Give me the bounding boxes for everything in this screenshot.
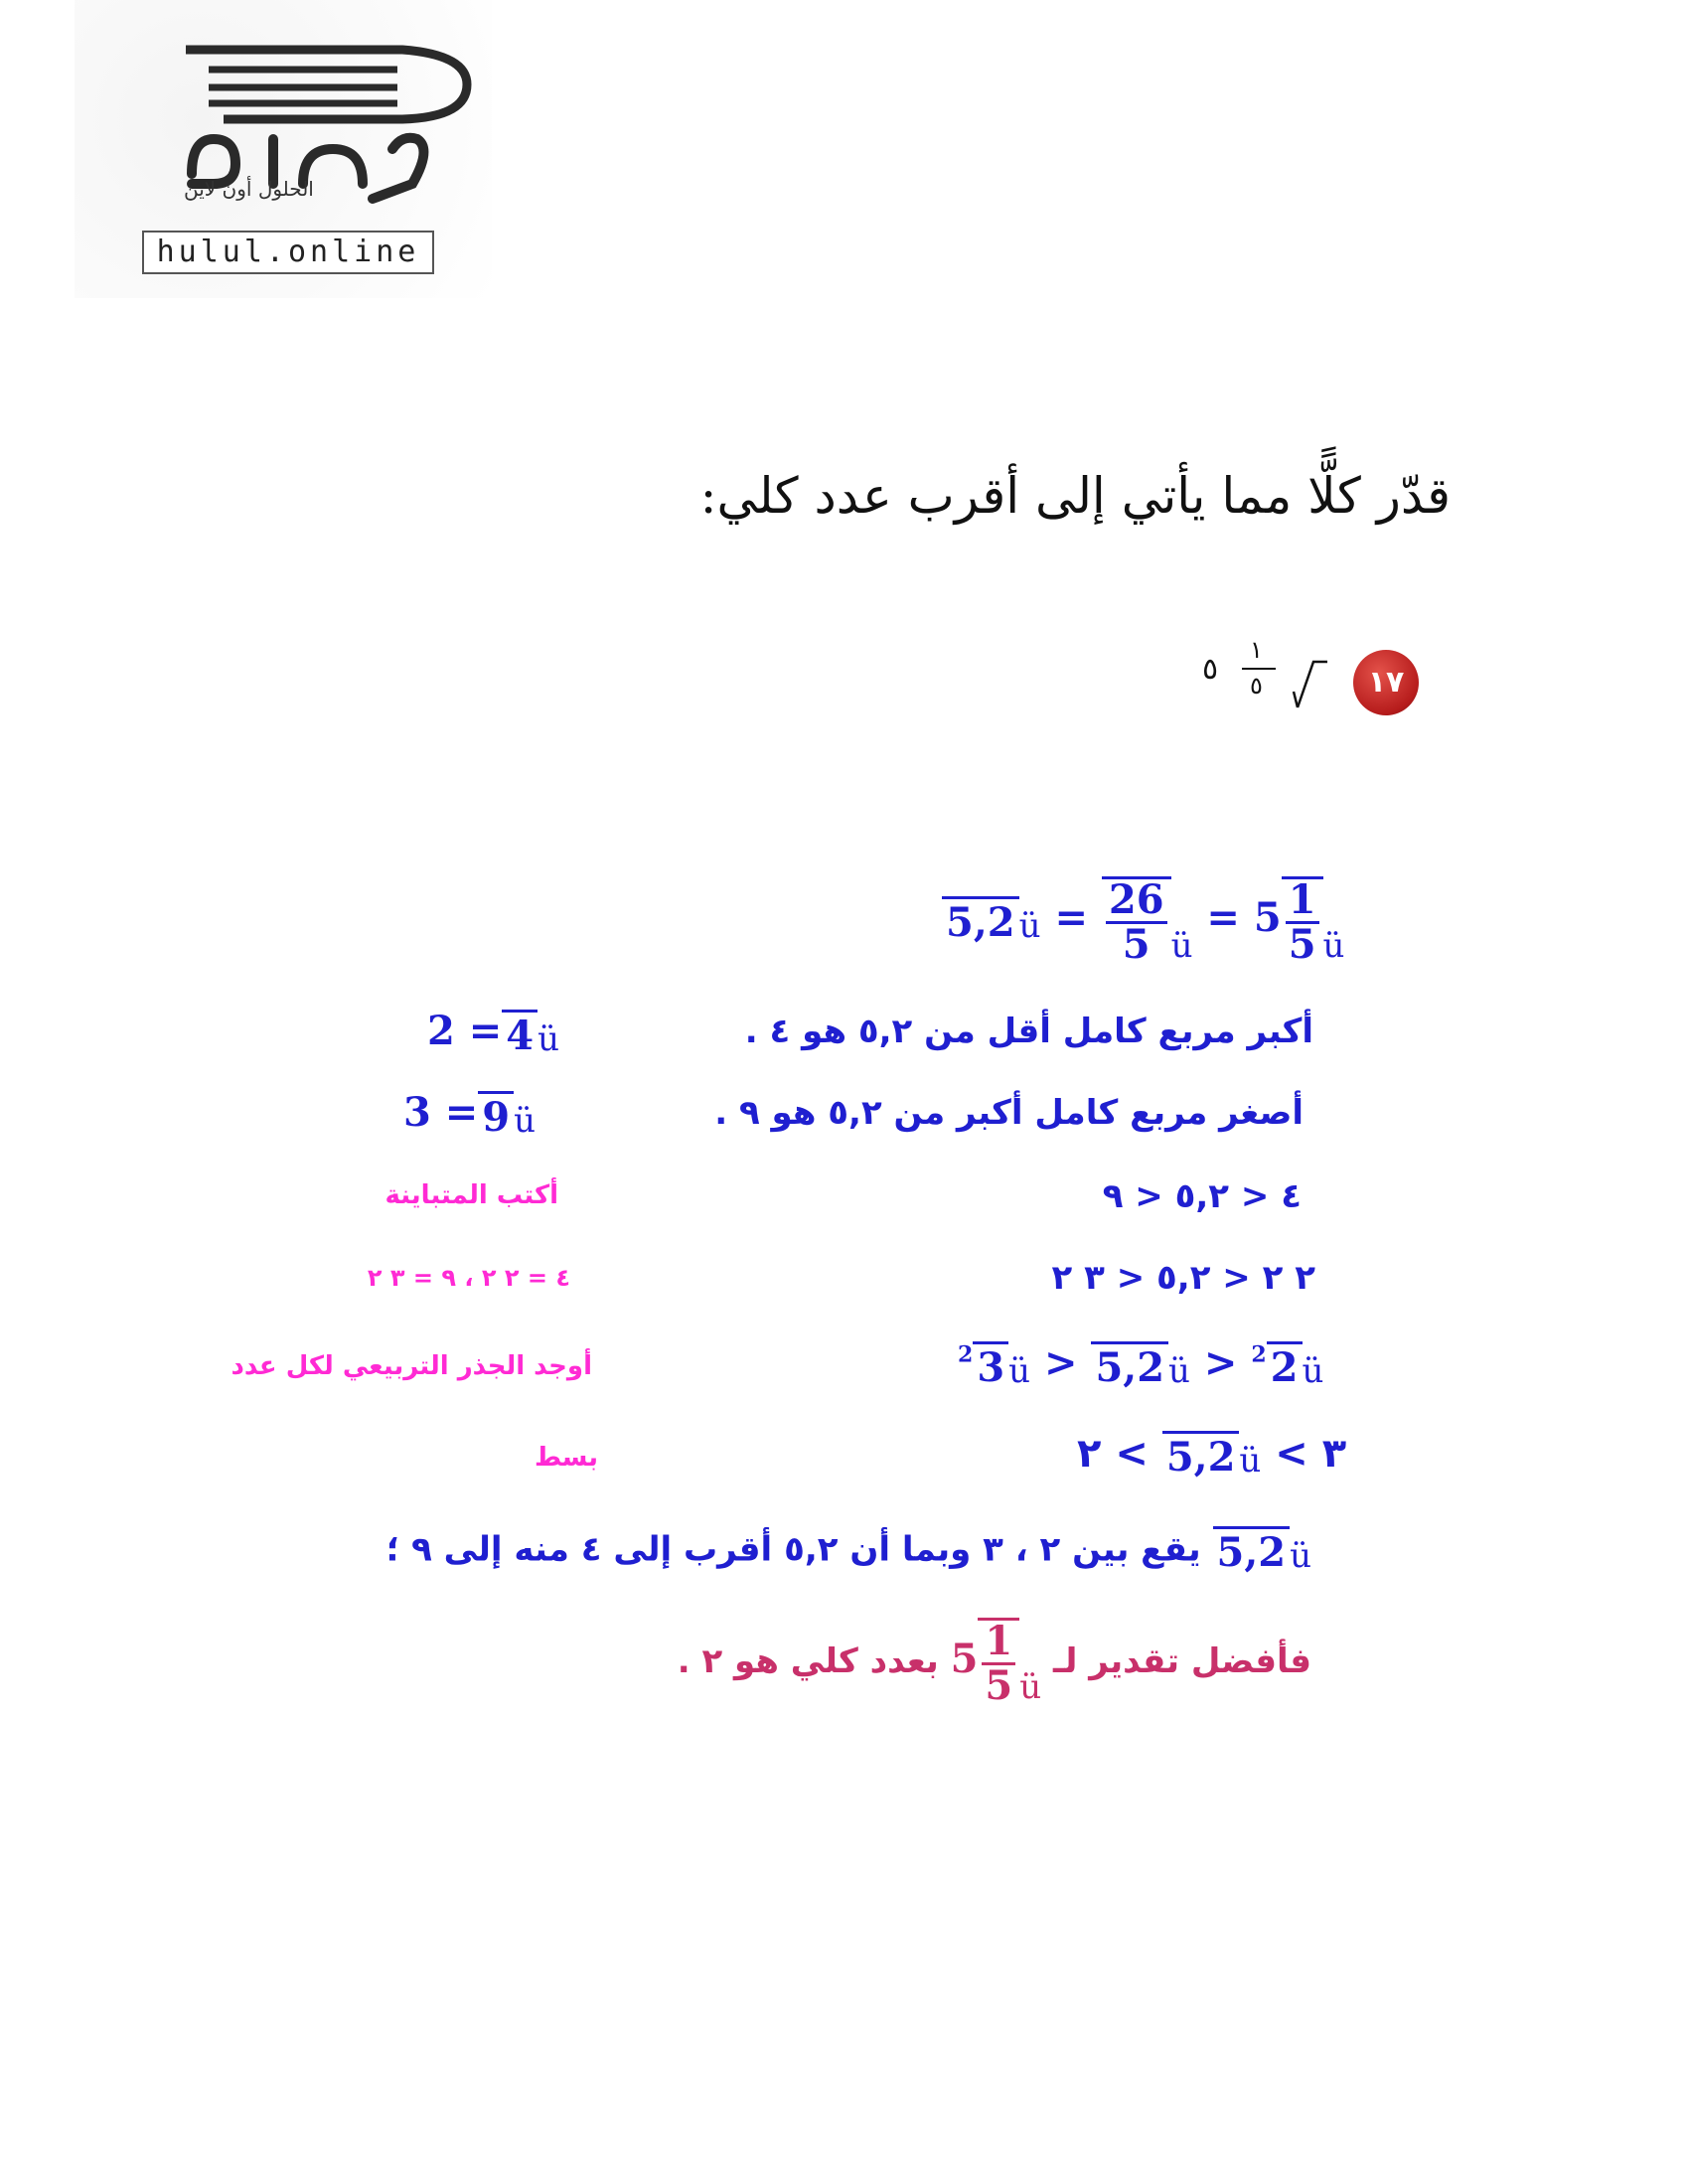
fraction-denominator: 5 bbox=[1122, 921, 1151, 968]
radicand-5-2: 5,2 bbox=[1213, 1526, 1291, 1576]
solution-line-3-text: أصغر مربع كامل أكبر من ٥,٢ هو ٩ . bbox=[714, 1093, 1304, 1133]
expression-numerator: ١ bbox=[1250, 636, 1263, 664]
math-right: > ٢ bbox=[1077, 1431, 1149, 1477]
mixed-denominator: 5 bbox=[985, 1662, 1013, 1709]
solution-line-2-text: أكبر مربع كامل أقل من ٥,٢ هو ٤ . bbox=[744, 1012, 1313, 1051]
radical-tail: ü bbox=[1019, 1667, 1042, 1707]
radical-tail: ü bbox=[1302, 1351, 1324, 1391]
solution-line-2-math bbox=[427, 1008, 559, 1059]
mixed-denominator: 5 bbox=[1288, 921, 1316, 968]
math-result: 3 = bbox=[403, 1089, 479, 1136]
solution-line-6-math: $^2$ 3 ü > 5,2 ü > $^2$ 2 ü bbox=[958, 1339, 1324, 1391]
answer-suffix: بعدد كلي هو ٢ . bbox=[677, 1641, 939, 1681]
radical-tail: ü bbox=[1008, 1351, 1031, 1391]
solution-line-9 bbox=[676, 1618, 1311, 1707]
radicand-3-squared: 3 bbox=[973, 1341, 1008, 1391]
mixed-whole: 5 bbox=[950, 1636, 979, 1682]
radicand-5-2: 5,2 bbox=[1162, 1431, 1240, 1481]
solution-line-3-math bbox=[403, 1089, 536, 1141]
note-write-inequality: أكتب المتباينة bbox=[384, 1180, 558, 1210]
logo-tagline: الحلول أون لاين bbox=[184, 177, 314, 201]
mixed-numerator: 1 bbox=[982, 1621, 1015, 1665]
radical-tail: ü bbox=[1170, 926, 1193, 966]
solution-line-8 bbox=[385, 1526, 1311, 1576]
note-find-square-root: أوجد الجذر التربيعي لكل عدد bbox=[230, 1351, 592, 1381]
radicand-4: 4 bbox=[502, 1010, 537, 1059]
radical-tail: ü bbox=[537, 1019, 560, 1059]
radical-tail: ü bbox=[1018, 906, 1041, 946]
mixed-numerator: 1 bbox=[1286, 879, 1319, 924]
math-result: 2 = bbox=[427, 1008, 503, 1054]
expression-denominator: ٥ bbox=[1250, 672, 1263, 700]
radical-tail: ü bbox=[1322, 926, 1345, 966]
solution-line-1: 5,2 ü = $\frac{26}{5}$ ü = 5 $\frac{1}{5}$ ü bbox=[942, 876, 1344, 966]
logo bbox=[75, 0, 492, 298]
math-left: ٣ > bbox=[1275, 1431, 1347, 1477]
logo-domain-text: hulul.online bbox=[142, 231, 434, 274]
exponent: 2 bbox=[1251, 1341, 1267, 1368]
logo-mark-icon bbox=[75, 0, 492, 238]
radicand-2-squared: 2 bbox=[1267, 1341, 1303, 1391]
radical-tail: ü bbox=[1168, 1351, 1190, 1391]
exponent: 2 bbox=[958, 1341, 974, 1368]
conclusion-text: يقع بين ٢ ، ٣ وبما أن ٥,٢ أقرب إلى ٤ منه إلى ٩ ؛ bbox=[385, 1529, 1201, 1570]
radicand-5-2: 5,2 bbox=[942, 896, 1019, 946]
expression-whole: ٥ bbox=[1202, 652, 1219, 687]
radicand-5-2: 5,2 bbox=[1091, 1341, 1168, 1391]
solution-line-5-inequality: ٢ ٢ < ٥,٢ < ٣ ٢ bbox=[1051, 1258, 1315, 1298]
fraction-numerator: 26 bbox=[1106, 879, 1167, 924]
solution-line-7-math bbox=[1077, 1431, 1346, 1481]
radical-tail: ü bbox=[514, 1101, 537, 1141]
radical-tail: ü bbox=[1290, 1536, 1311, 1576]
radicand-9: 9 bbox=[478, 1091, 514, 1141]
solution-line-4-inequality: ٤ < ٥,٢ < ٩ bbox=[1102, 1176, 1302, 1216]
exercise-instruction: قدّر كلًّا مما يأتي إلى أقرب عدد كلي: bbox=[699, 467, 1451, 525]
problem-number-badge: ١٧ bbox=[1353, 650, 1419, 715]
mixed-whole: 5 bbox=[1253, 894, 1282, 941]
answer-prefix: فأفضل تقدير لـ bbox=[1053, 1641, 1311, 1681]
radical-tail: ü bbox=[1239, 1441, 1262, 1481]
note-simplify: بسط bbox=[534, 1443, 598, 1473]
note-squares: ٤ = ٢ ٢ ، ٩ = ٣ ٢ bbox=[367, 1264, 570, 1292]
